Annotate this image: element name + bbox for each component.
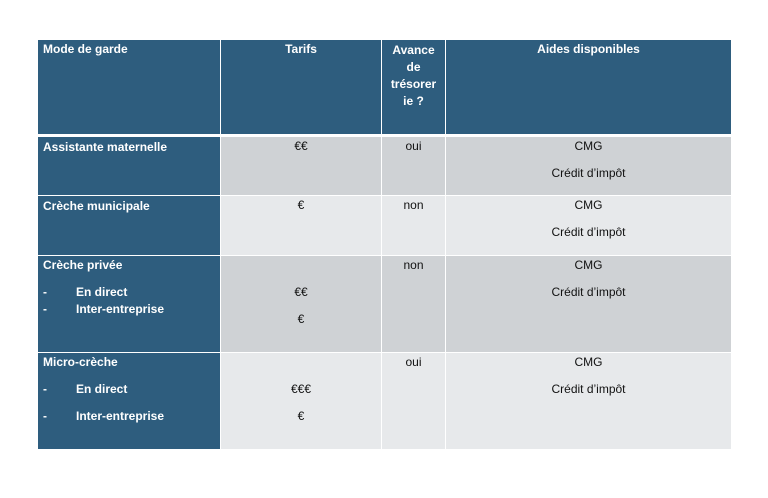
row-tarifs-cell: [221, 256, 382, 353]
table-row: [38, 136, 732, 196]
row-mode-label: Assistante maternelle: [43, 140, 168, 154]
row-mode-label: Crèche privée: [43, 258, 123, 272]
header-avance-tresorerie: Avance de trésorer ie ?: [382, 40, 446, 136]
table-row: [38, 256, 732, 353]
row-aides-cell: [446, 353, 732, 450]
row-tarifs-cell: [221, 353, 382, 450]
row-tarif-value: €€€: [290, 382, 312, 396]
row-aide-value: CMG: [574, 139, 603, 153]
row-avance-value: non: [403, 198, 424, 212]
row-avance-value: non: [403, 258, 424, 272]
header-aides-disponibles: Aides disponibles: [446, 40, 732, 136]
row-sub-label: Inter-entreprise: [76, 302, 165, 316]
row-tarif-spacer: [221, 259, 381, 286]
header-row: [38, 40, 732, 136]
row-mode-cell: [38, 256, 221, 353]
row-aides-cell: [446, 136, 732, 196]
row-aide-value: Crédit d’impôt: [551, 382, 626, 396]
row-avance-cell: [382, 353, 446, 450]
row-sub-label: En direct: [76, 285, 128, 299]
row-mode-cell: [38, 196, 221, 256]
row-aide-value: CMG: [574, 355, 603, 369]
row-tarifs-cell: [221, 136, 382, 196]
row-avance-value: oui: [405, 355, 422, 369]
row-aide-value: Crédit d’impôt: [551, 225, 626, 239]
row-aide-value: CMG: [574, 198, 603, 212]
row-aides-cell: [446, 196, 732, 256]
row-mode-label: Micro-crèche: [43, 355, 118, 369]
row-tarif-value: €: [297, 312, 305, 326]
row-tarif-value: €: [297, 409, 305, 423]
row-aide-value: Crédit d’impôt: [551, 285, 626, 299]
row-tarif-value: €€: [294, 139, 308, 153]
row-aide-value: CMG: [574, 258, 603, 272]
row-aides-cell: [446, 256, 732, 353]
table-row: [38, 196, 732, 256]
table-row: [38, 353, 732, 450]
row-avance-cell: [382, 136, 446, 196]
row-sub-item: - Inter-entreprise: [43, 409, 165, 423]
row-tarif-spacer: [221, 356, 381, 383]
row-sub-item: - En direct: [43, 285, 128, 299]
row-sub-label: En direct: [76, 382, 128, 396]
row-mode-cell: [38, 136, 221, 196]
row-sub-label: Inter-entreprise: [76, 409, 165, 423]
row-tarif-value: €€: [294, 285, 308, 299]
row-sub-item: - Inter-entreprise: [43, 302, 165, 316]
row-tarifs-cell: [221, 196, 382, 256]
row-avance-value: oui: [405, 139, 422, 153]
header-tarifs: Tarifs: [221, 40, 382, 136]
header-mode-de-garde: Mode de garde: [38, 40, 221, 136]
row-aide-value: Crédit d’impôt: [551, 166, 626, 180]
row-avance-cell: [382, 196, 446, 256]
row-mode-label: Crèche municipale: [43, 199, 150, 213]
row-tarif-value: €: [297, 198, 305, 212]
row-mode-cell: [38, 353, 221, 450]
childcare-comparison-table: [37, 39, 732, 450]
row-sub-item: - En direct: [43, 382, 128, 396]
row-avance-cell: [382, 256, 446, 353]
